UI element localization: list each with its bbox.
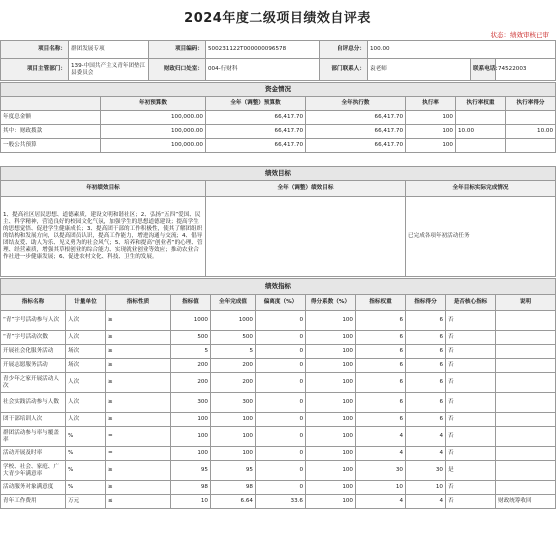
indicator-cell: 100 <box>306 481 356 495</box>
indicator-cell: ≥ <box>106 345 171 359</box>
funds-cell: 66,417.70 <box>306 139 406 153</box>
project-name-label: 项目名称： <box>1 41 69 59</box>
funds-cell: 66,417.70 <box>206 111 306 125</box>
indicator-name: 青少年之家开展活动人次 <box>1 373 66 393</box>
status-badge: 状态：绩效审核已审 <box>490 31 549 39</box>
indicator-cell: 否 <box>446 447 496 461</box>
indicator-cell: 100 <box>306 331 356 345</box>
indicator-cell: 100 <box>306 427 356 447</box>
indicator-row <box>1 393 556 413</box>
indicator-cell: 0 <box>256 447 306 461</box>
indicator-cell: 200 <box>171 373 211 393</box>
goals-header: 全年目标实际完成情况 <box>406 181 556 197</box>
goals-header: 全年（调整）绩效目标 <box>206 181 406 197</box>
indicator-cell: 否 <box>446 359 496 373</box>
indicator-cell: 6 <box>356 393 406 413</box>
indicator-cell: 200 <box>211 359 256 373</box>
indicator-cell: 6 <box>406 359 446 373</box>
funds-header: 执行率得分 <box>506 97 556 111</box>
indicator-cell <box>496 447 556 461</box>
indicator-row <box>1 481 556 495</box>
indicator-cell <box>496 359 556 373</box>
indicator-row <box>1 359 556 373</box>
indicator-cell: 否 <box>446 393 496 413</box>
funds-cell: 100 <box>406 125 456 139</box>
project-info-table <box>0 40 556 81</box>
indicator-header: 指标得分 <box>406 295 446 311</box>
phone-value: 74522003 <box>496 59 556 81</box>
goals-section-title: 绩效目标 <box>1 167 556 181</box>
indicator-cell: 300 <box>211 393 256 413</box>
indicator-name: 团干部培训人次 <box>1 413 66 427</box>
indicator-header: 全年完成值 <box>211 295 256 311</box>
funds-row <box>1 139 556 153</box>
indicator-cell: % <box>66 481 106 495</box>
indicator-cell: 200 <box>171 359 211 373</box>
indicator-name: 学校、社会、家庭、广大青少年满意率 <box>1 461 66 481</box>
indicator-row <box>1 311 556 331</box>
indicator-cell: 万元 <box>66 495 106 509</box>
actual-completion-text: 已完成各项年初活动任务 <box>406 197 556 277</box>
indicator-cell: 否 <box>446 373 496 393</box>
indicator-header: 是否核心指标 <box>446 295 496 311</box>
indicator-cell: 4 <box>356 495 406 509</box>
indicator-name: “青”字号活动次数 <box>1 331 66 345</box>
indicator-cell: 30 <box>356 461 406 481</box>
project-name-value: 群团发展专项 <box>69 41 149 59</box>
indicator-cell: 人次 <box>66 393 106 413</box>
indicator-row <box>1 427 556 447</box>
funds-section-title: 资金情况 <box>1 83 556 97</box>
indicator-cell: 100 <box>306 311 356 331</box>
dept-label: 项目主管部门： <box>1 59 69 81</box>
funds-cell: 10.00 <box>456 125 506 139</box>
contact-value: 袁老师 <box>368 59 471 81</box>
indicator-cell <box>496 345 556 359</box>
indicator-cell: ≥ <box>106 359 171 373</box>
indicator-name: 开展志愿服务活动 <box>1 359 66 373</box>
indicator-cell: 6 <box>406 393 446 413</box>
indicator-cell: 5 <box>211 345 256 359</box>
indicator-cell: 100 <box>306 345 356 359</box>
indicator-cell: 100 <box>171 413 211 427</box>
indicator-cell: 100 <box>306 461 356 481</box>
indicator-cell <box>496 461 556 481</box>
adjusted-goal-text <box>206 197 406 277</box>
indicator-row <box>1 331 556 345</box>
funds-cell: 100,000.00 <box>101 125 206 139</box>
funds-cell: 66,417.70 <box>206 125 306 139</box>
indicator-cell: 人次 <box>66 331 106 345</box>
indicator-cell: 人次 <box>66 311 106 331</box>
indicator-cell: 否 <box>446 427 496 447</box>
indicator-cell: 100 <box>306 359 356 373</box>
indicator-cell: % <box>66 461 106 481</box>
indicator-cell: 否 <box>446 311 496 331</box>
indicator-cell: 100 <box>211 447 256 461</box>
funds-header: 全年执行数 <box>306 97 406 111</box>
indicator-cell: 4 <box>406 447 446 461</box>
indicator-cell: ≥ <box>106 373 171 393</box>
goals-header: 年初绩效目标 <box>1 181 206 197</box>
funds-cell: 100,000.00 <box>101 111 206 125</box>
funds-header: 年初预算数 <box>101 97 206 111</box>
indicator-header: 指标权重 <box>356 295 406 311</box>
indicator-name: “青”字号活动参与人次 <box>1 311 66 331</box>
indicator-cell: 6 <box>356 413 406 427</box>
contact-label: 部门联系人： <box>320 59 368 81</box>
indicator-cell: ≥ <box>106 461 171 481</box>
indicator-name: 开展社会化服务活动 <box>1 345 66 359</box>
indicator-cell: ≥ <box>106 311 171 331</box>
indicator-cell: 6 <box>356 345 406 359</box>
indicators-section-title: 绩效指标 <box>1 279 556 295</box>
funds-row-label: 年度总金额 <box>1 111 101 125</box>
indicator-cell: 6 <box>406 373 446 393</box>
funds-row <box>1 125 556 139</box>
indicator-cell: % <box>66 447 106 461</box>
indicator-cell: 6 <box>406 311 446 331</box>
funds-cell: 100 <box>406 139 456 153</box>
indicator-cell: 100 <box>306 447 356 461</box>
indicator-cell: 0 <box>256 413 306 427</box>
indicator-cell: 5 <box>171 345 211 359</box>
indicator-name: 活动服务对象满意度 <box>1 481 66 495</box>
indicators-header-row <box>1 295 556 311</box>
indicator-header: 指标性质 <box>106 295 171 311</box>
indicator-row <box>1 413 556 427</box>
indicator-cell: 6 <box>356 373 406 393</box>
indicator-cell: 95 <box>211 461 256 481</box>
indicators-table <box>0 278 556 509</box>
indicator-cell: 100 <box>306 413 356 427</box>
indicator-cell: ≥ <box>106 331 171 345</box>
indicator-cell: 33.6 <box>256 495 306 509</box>
indicator-cell: 人次 <box>66 413 106 427</box>
project-code-value: 500231122T000000096578 <box>206 41 320 59</box>
funds-row-label: 一般公共预算 <box>1 139 101 153</box>
indicator-cell: 否 <box>446 331 496 345</box>
phone-label: 联系电话： <box>471 59 496 81</box>
indicator-cell: = <box>106 447 171 461</box>
indicator-name: 群团活动参与率与覆盖率 <box>1 427 66 447</box>
indicator-cell: 100 <box>171 447 211 461</box>
indicator-cell: ≥ <box>106 393 171 413</box>
indicator-cell: 财政统筹收回 <box>496 495 556 509</box>
indicator-cell: 0 <box>256 359 306 373</box>
indicator-cell: 1000 <box>211 311 256 331</box>
funds-cell: 66,417.70 <box>206 139 306 153</box>
indicator-cell: 否 <box>446 413 496 427</box>
indicator-cell: 4 <box>406 495 446 509</box>
funds-header-blank <box>1 97 101 111</box>
indicator-cell: 4 <box>356 427 406 447</box>
indicator-cell: = <box>106 427 171 447</box>
funds-row-label: 其中：财政拨款 <box>1 125 101 139</box>
indicator-cell: 人次 <box>66 373 106 393</box>
indicator-cell: 6 <box>356 311 406 331</box>
indicator-row <box>1 447 556 461</box>
indicator-cell: % <box>66 427 106 447</box>
indicator-cell: 10 <box>356 481 406 495</box>
indicator-cell: 100 <box>211 427 256 447</box>
indicator-row <box>1 461 556 481</box>
indicator-cell: 30 <box>406 461 446 481</box>
funds-cell: 100,000.00 <box>101 139 206 153</box>
score-label: 自评总分： <box>320 41 368 59</box>
indicator-cell: 95 <box>171 461 211 481</box>
indicator-header: 偏离度（%） <box>256 295 306 311</box>
funds-cell <box>506 111 556 125</box>
funds-cell: 100 <box>406 111 456 125</box>
initial-goal-text: 1、提高社区居民思想、道德素质，建设文明和谐社区；2、弘扬“五四”爱国、民主、科学精神，营造良好的校园文化气氛，加强学生的思想道德建设；提高学生的思想觉悟、促进学生健康成长；3、提高团干部的工作积极性，使其了解团组织的结构和发展方向，以提高团员认识，提高工作能力，增进沟通与交流；4、倡导团结友爱、助人为乐、见义勇为的社会风气；5、培养和提高“创业者”的心理、管理、经营素质，增强其草根创业的综合能力、实现就业创业等效应；推动农业合作社进一步健康发展；6、促进农村文化、科技、卫生的发展。 <box>1 197 206 277</box>
indicator-cell <box>496 481 556 495</box>
indicator-cell: 场次 <box>66 345 106 359</box>
indicator-name: 青年工作费用 <box>1 495 66 509</box>
indicator-cell: 6 <box>356 331 406 345</box>
page-title: 2024年度二级项目绩效自评表 <box>184 11 371 26</box>
indicator-cell: 500 <box>211 331 256 345</box>
dept-value: 139-中国共产主义青年团垫江县委员会 <box>69 59 149 81</box>
indicator-cell: 0 <box>256 427 306 447</box>
funds-cell: 10.00 <box>506 125 556 139</box>
funds-header: 执行率权重 <box>456 97 506 111</box>
finance-value: 004-行财科 <box>206 59 320 81</box>
indicator-cell <box>496 311 556 331</box>
indicator-cell <box>496 427 556 447</box>
funds-table <box>0 82 556 153</box>
indicator-cell: 500 <box>171 331 211 345</box>
indicator-cell: 98 <box>211 481 256 495</box>
indicator-cell: 否 <box>446 495 496 509</box>
indicator-cell: ≥ <box>106 413 171 427</box>
indicator-header: 得分系数（%） <box>306 295 356 311</box>
indicator-cell: ≤ <box>106 495 171 509</box>
funds-cell <box>506 139 556 153</box>
indicator-cell: 10 <box>171 495 211 509</box>
funds-row <box>1 111 556 125</box>
indicator-cell: 否 <box>446 481 496 495</box>
indicator-cell: 300 <box>171 393 211 413</box>
indicator-cell: 6 <box>406 345 446 359</box>
indicator-cell: 98 <box>171 481 211 495</box>
indicator-header: 计量单位 <box>66 295 106 311</box>
indicator-cell: 100 <box>211 413 256 427</box>
funds-cell: 66,417.70 <box>306 125 406 139</box>
indicator-cell: 0 <box>256 311 306 331</box>
indicator-row <box>1 345 556 359</box>
indicator-cell: 0 <box>256 393 306 413</box>
indicator-name: 社会实践活动参与人数 <box>1 393 66 413</box>
indicator-cell: 0 <box>256 345 306 359</box>
indicator-cell: 1000 <box>171 311 211 331</box>
indicator-cell: 200 <box>211 373 256 393</box>
indicator-cell: 4 <box>356 447 406 461</box>
indicator-cell: 场次 <box>66 359 106 373</box>
indicator-header: 指标名称 <box>1 295 66 311</box>
indicator-cell: 6 <box>406 413 446 427</box>
indicator-cell <box>496 393 556 413</box>
funds-header: 全年（调整）预算数 <box>206 97 306 111</box>
indicator-cell <box>496 413 556 427</box>
indicator-cell: 100 <box>306 495 356 509</box>
indicator-cell: ≥ <box>106 481 171 495</box>
indicator-name: 活动开展及时率 <box>1 447 66 461</box>
indicator-row <box>1 495 556 509</box>
indicator-cell: 否 <box>446 345 496 359</box>
indicator-cell <box>496 373 556 393</box>
score-value: 100.00 <box>368 41 556 59</box>
indicator-header: 说明 <box>496 295 556 311</box>
funds-cell <box>456 111 506 125</box>
indicator-cell: 100 <box>306 393 356 413</box>
indicator-row <box>1 373 556 393</box>
indicator-cell: 100 <box>171 427 211 447</box>
project-code-label: 项目编码： <box>149 41 206 59</box>
goals-table <box>0 166 556 277</box>
indicator-cell <box>496 331 556 345</box>
indicator-cell: 6.64 <box>211 495 256 509</box>
indicator-cell: 是 <box>446 461 496 481</box>
indicator-cell: 0 <box>256 461 306 481</box>
indicator-header: 指标值 <box>171 295 211 311</box>
indicator-cell: 0 <box>256 373 306 393</box>
indicator-cell: 0 <box>256 331 306 345</box>
indicator-cell: 0 <box>256 481 306 495</box>
funds-header: 执行率 <box>406 97 456 111</box>
indicator-cell: 100 <box>306 373 356 393</box>
indicator-cell: 6 <box>406 331 446 345</box>
funds-cell: 66,417.70 <box>306 111 406 125</box>
indicator-cell: 10 <box>406 481 446 495</box>
funds-cell <box>456 139 506 153</box>
indicator-cell: 4 <box>406 427 446 447</box>
indicator-cell: 6 <box>356 359 406 373</box>
finance-label: 财政归口处室： <box>149 59 206 81</box>
